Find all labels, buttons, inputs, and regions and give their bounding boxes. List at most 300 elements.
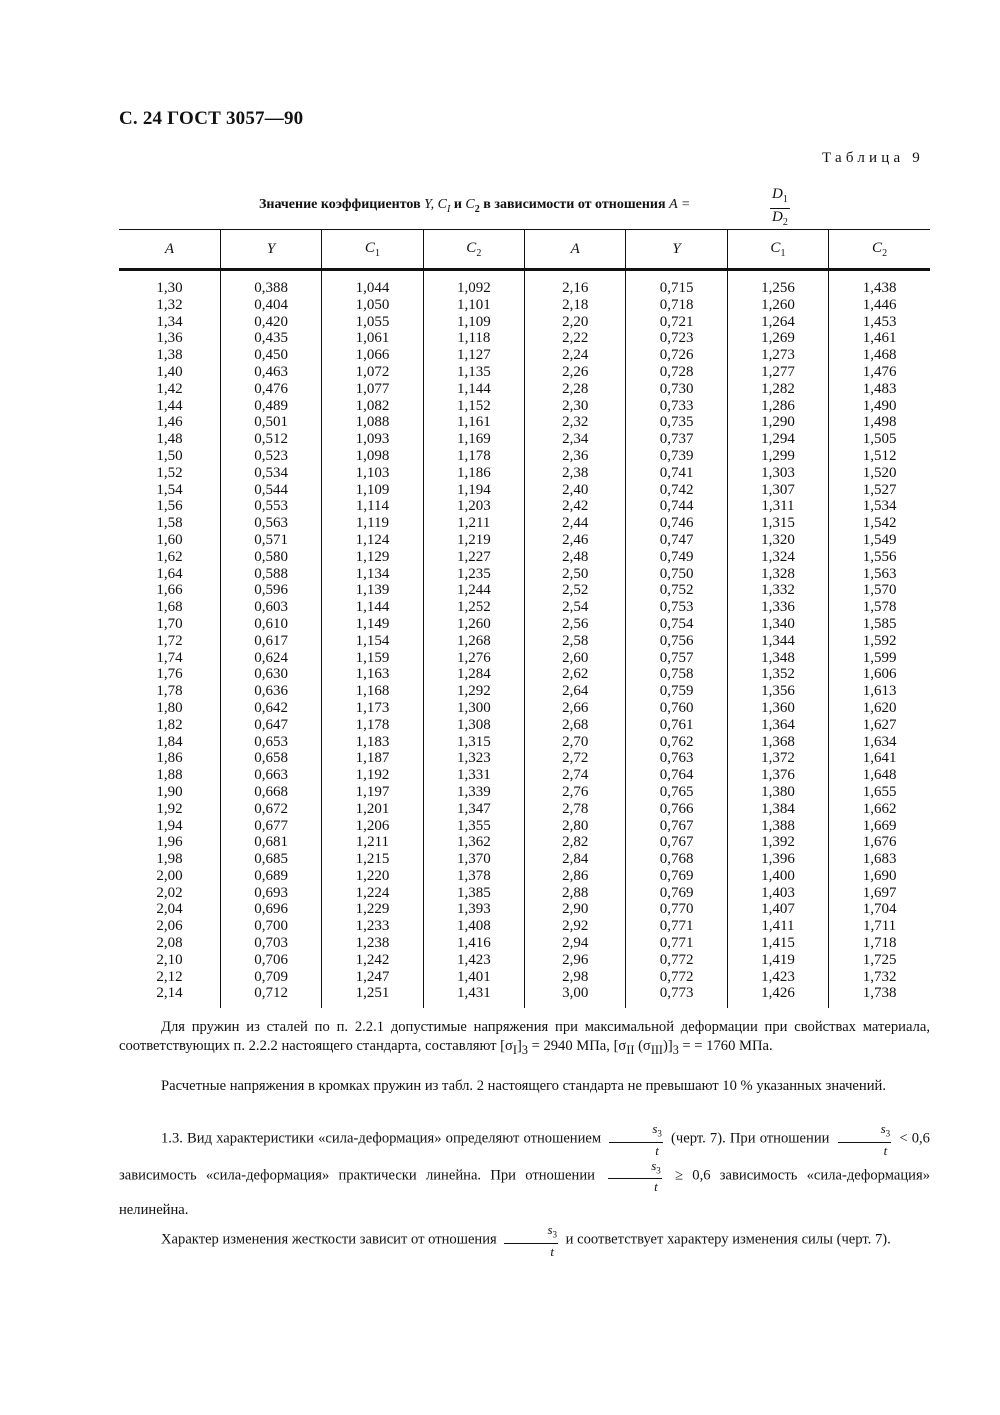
table-cell: 1,446 bbox=[829, 297, 930, 314]
table-cell: 1,219 bbox=[423, 532, 524, 549]
table-cell: 1,159 bbox=[322, 650, 423, 667]
table-cell: 1,187 bbox=[322, 750, 423, 767]
table-cell: 1,303 bbox=[727, 465, 828, 482]
table-row bbox=[119, 767, 930, 784]
table-cell: 2,38 bbox=[525, 465, 626, 482]
spacer-cell bbox=[829, 1002, 930, 1008]
table-cell: 1,505 bbox=[829, 431, 930, 448]
table-cell: 1,201 bbox=[322, 801, 423, 818]
table-cell: 0,728 bbox=[626, 364, 727, 381]
table-cell: 2,52 bbox=[525, 582, 626, 599]
table-cell: 1,308 bbox=[423, 717, 524, 734]
table-cell: 0,630 bbox=[220, 666, 321, 683]
table-cell: 0,767 bbox=[626, 834, 727, 851]
coefficients-table-wrap bbox=[119, 229, 930, 1008]
table-cell: 1,229 bbox=[322, 901, 423, 918]
table-cell: 2,16 bbox=[525, 280, 626, 297]
table-cell: 0,571 bbox=[220, 532, 321, 549]
table-cell: 1,461 bbox=[829, 330, 930, 347]
table-cell: 1,483 bbox=[829, 381, 930, 398]
table-cell: 0,450 bbox=[220, 347, 321, 364]
table-row bbox=[119, 700, 930, 717]
table-cell: 1,114 bbox=[322, 498, 423, 515]
table-cell: 1,32 bbox=[156, 296, 183, 313]
table-cell: 0,753 bbox=[626, 599, 727, 616]
table-cell: 0,610 bbox=[220, 616, 321, 633]
table-cell: 1,077 bbox=[322, 381, 423, 398]
table-cell: 1,355 bbox=[423, 818, 524, 835]
table-cell: 1,30 bbox=[156, 280, 183, 296]
table-title bbox=[259, 186, 819, 228]
table-cell: 1,235 bbox=[423, 566, 524, 583]
table-cell: 1,419 bbox=[727, 952, 828, 969]
table-cell: 1,323 bbox=[423, 750, 524, 767]
table-cell: 1,119 bbox=[322, 515, 423, 532]
table-cell: 0,754 bbox=[626, 616, 727, 633]
table-cell: 1,311 bbox=[727, 498, 828, 515]
table-cell: 1,307 bbox=[727, 482, 828, 499]
table-cell: 1,60 bbox=[156, 531, 183, 548]
table-cell: 2,56 bbox=[525, 616, 626, 633]
table-cell: 1,135 bbox=[423, 364, 524, 381]
table-cell: 1,118 bbox=[423, 330, 524, 347]
paragraph-design-stress: Расчетные напряжения в кромках пружин из табл. 2 настоящего стандарта не превышают 10 % указанных значений. bbox=[161, 1078, 886, 1094]
table-cell: 1,556 bbox=[829, 549, 930, 566]
table-cell: 0,563 bbox=[220, 515, 321, 532]
table-cell: 0,744 bbox=[626, 498, 727, 515]
table-cell: 1,453 bbox=[829, 314, 930, 331]
table-cell: 0,476 bbox=[220, 381, 321, 398]
table-cell: 2,36 bbox=[525, 448, 626, 465]
table-cell: 1,438 bbox=[829, 280, 930, 297]
table-cell: 1,109 bbox=[423, 314, 524, 331]
table-spacer-row bbox=[119, 1002, 930, 1008]
table-cell: 1,372 bbox=[727, 750, 828, 767]
table-cell: 1,352 bbox=[727, 666, 828, 683]
ratio-s3-t: $\frac{s_3}{t}$ bbox=[838, 1121, 892, 1158]
table-cell: 2,86 bbox=[525, 868, 626, 885]
table-cell: 1,247 bbox=[322, 969, 423, 986]
table-cell: 1,290 bbox=[727, 414, 828, 431]
spacer-cell bbox=[727, 1002, 828, 1008]
table-cell: 0,770 bbox=[626, 901, 727, 918]
ratio-s3-t: $\frac{s_3}{t}$ bbox=[504, 1222, 558, 1259]
table-cell: 2,40 bbox=[525, 482, 626, 499]
table-cell: 1,570 bbox=[829, 582, 930, 599]
table-cell: 1,197 bbox=[322, 784, 423, 801]
table-cell: 1,92 bbox=[156, 800, 183, 817]
table-cell: 1,109 bbox=[322, 482, 423, 499]
table-cell: 1,40 bbox=[156, 363, 183, 380]
spacer-cell bbox=[626, 1002, 727, 1008]
table-row bbox=[119, 969, 930, 986]
table-cell: 0,726 bbox=[626, 347, 727, 364]
table-cell: 1,066 bbox=[322, 347, 423, 364]
table-cell: 2,68 bbox=[525, 717, 626, 734]
table-cell: 0,772 bbox=[626, 952, 727, 969]
table-cell: 1,370 bbox=[423, 851, 524, 868]
table-cell: 1,426 bbox=[727, 985, 828, 1002]
table-cell: 1,127 bbox=[423, 347, 524, 364]
table-row bbox=[119, 515, 930, 532]
table-cell: 0,761 bbox=[626, 717, 727, 734]
table-cell: 1,362 bbox=[423, 834, 524, 851]
table-cell: 0,768 bbox=[626, 851, 727, 868]
table-cell: 1,256 bbox=[727, 280, 828, 297]
table-cell: 1,144 bbox=[322, 599, 423, 616]
table-cell: 1,415 bbox=[727, 935, 828, 952]
table-title-text: Значение коэффициентов Y, $C_I$ и $C_2$ в зависимости от отношения A = bbox=[259, 197, 691, 215]
table-cell: 2,12 bbox=[156, 968, 183, 985]
table-cell: 1,163 bbox=[322, 666, 423, 683]
paragraph-allowable-stress: Для пружин из сталей по п. 2.2.1 допустимые напряжения при максимальной деформации при свойствах материала, соответствующих п. 2.2.2 настоящего стандарта, составляют $[\sigma_I]_3 = 2940$ МПа, [$\sigma_{II}$ $(\sigma_{III})]_3$ = = 1760 МПа. bbox=[119, 1019, 930, 1057]
table-cell: 2,14 bbox=[156, 985, 183, 1002]
table-cell: 0,762 bbox=[626, 734, 727, 751]
table-cell: 1,423 bbox=[727, 969, 828, 986]
table-row bbox=[119, 347, 930, 364]
table-header-row bbox=[119, 230, 930, 270]
table-cell: 1,42 bbox=[156, 380, 183, 397]
table-cell: 1,64 bbox=[156, 565, 183, 582]
column-header: Y bbox=[220, 230, 321, 270]
table-row bbox=[119, 818, 930, 835]
table-cell: 1,284 bbox=[423, 666, 524, 683]
table-cell: 1,662 bbox=[829, 801, 930, 818]
spacer-cell bbox=[525, 1002, 626, 1008]
table-cell: 1,74 bbox=[156, 649, 183, 666]
table-cell: 1,268 bbox=[423, 633, 524, 650]
table-cell: 2,26 bbox=[525, 364, 626, 381]
table-cell: 0,696 bbox=[220, 901, 321, 918]
table-cell: 1,252 bbox=[423, 599, 524, 616]
table-cell: 1,260 bbox=[727, 297, 828, 314]
table-cell: 0,658 bbox=[220, 750, 321, 767]
table-cell: 2,48 bbox=[525, 549, 626, 566]
table-cell: 1,224 bbox=[322, 885, 423, 902]
table-cell: 0,742 bbox=[626, 482, 727, 499]
table-row bbox=[119, 717, 930, 734]
table-cell: 1,169 bbox=[423, 431, 524, 448]
table-cell: 1,360 bbox=[727, 700, 828, 717]
column-header: $C_1$ bbox=[727, 230, 828, 270]
table-cell: 2,10 bbox=[156, 951, 183, 968]
table-cell: 1,282 bbox=[727, 381, 828, 398]
table-cell: 1,101 bbox=[423, 297, 524, 314]
table-cell: 0,741 bbox=[626, 465, 727, 482]
table-cell: 1,563 bbox=[829, 566, 930, 583]
table-row bbox=[119, 448, 930, 465]
column-header: Y bbox=[626, 230, 727, 270]
table-row bbox=[119, 532, 930, 549]
table-cell: 0,735 bbox=[626, 414, 727, 431]
table-cell: 1,54 bbox=[156, 481, 183, 498]
table-cell: 1,206 bbox=[322, 818, 423, 835]
table-cell: 3,00 bbox=[525, 985, 626, 1002]
table-cell: 0,501 bbox=[220, 414, 321, 431]
table-cell: 1,273 bbox=[727, 347, 828, 364]
table-cell: 1,96 bbox=[156, 834, 183, 851]
table-cell: 2,58 bbox=[525, 633, 626, 650]
table-cell: 1,498 bbox=[829, 414, 930, 431]
table-cell: 1,340 bbox=[727, 616, 828, 633]
table-cell: 1,66 bbox=[156, 582, 183, 599]
table-cell: 1,578 bbox=[829, 599, 930, 616]
table-cell: 1,264 bbox=[727, 314, 828, 331]
table-cell: 0,677 bbox=[220, 818, 321, 835]
table-cell: 1,098 bbox=[322, 448, 423, 465]
table-cell: 0,672 bbox=[220, 801, 321, 818]
table-cell: 0,752 bbox=[626, 582, 727, 599]
table-cell: 2,04 bbox=[156, 901, 183, 918]
table-cell: 1,62 bbox=[156, 548, 183, 565]
table-row bbox=[119, 381, 930, 398]
table-cell: 0,703 bbox=[220, 935, 321, 952]
table-cell: 1,585 bbox=[829, 616, 930, 633]
table-row bbox=[119, 398, 930, 415]
table-cell: 1,627 bbox=[829, 717, 930, 734]
table-row bbox=[119, 901, 930, 918]
table-cell: 2,32 bbox=[525, 414, 626, 431]
table-cell: 1,260 bbox=[423, 616, 524, 633]
table-row bbox=[119, 851, 930, 868]
table-cell: 2,54 bbox=[525, 599, 626, 616]
table-cell: 1,56 bbox=[156, 498, 183, 515]
table-cell: 1,364 bbox=[727, 717, 828, 734]
table-cell: 0,709 bbox=[220, 969, 321, 986]
table-cell: 2,28 bbox=[525, 381, 626, 398]
table-cell: 0,553 bbox=[220, 498, 321, 515]
table-cell: 1,70 bbox=[156, 615, 183, 632]
table-cell: 2,02 bbox=[156, 884, 183, 901]
table-cell: 1,088 bbox=[322, 414, 423, 431]
table-cell: 1,315 bbox=[727, 515, 828, 532]
table-cell: 1,368 bbox=[727, 734, 828, 751]
spacer-cell bbox=[829, 270, 930, 281]
table-cell: 0,653 bbox=[220, 734, 321, 751]
table-cell: 1,286 bbox=[727, 398, 828, 415]
table-cell: 1,416 bbox=[423, 935, 524, 952]
table-cell: 1,168 bbox=[322, 683, 423, 700]
table-cell: 1,385 bbox=[423, 885, 524, 902]
table-cell: 1,331 bbox=[423, 767, 524, 784]
table-cell: 1,520 bbox=[829, 465, 930, 482]
table-cell: 0,763 bbox=[626, 750, 727, 767]
table-cell: 0,580 bbox=[220, 549, 321, 566]
table-cell: 0,512 bbox=[220, 431, 321, 448]
table-row bbox=[119, 414, 930, 431]
table-cell: 1,542 bbox=[829, 515, 930, 532]
table-cell: 0,603 bbox=[220, 599, 321, 616]
table-cell: 1,336 bbox=[727, 599, 828, 616]
table-row bbox=[119, 683, 930, 700]
table-cell: 1,46 bbox=[156, 414, 183, 431]
table-cell: 0,764 bbox=[626, 767, 727, 784]
page-header: С. 24 ГОСТ 3057—90 bbox=[119, 108, 304, 129]
table-spacer-row bbox=[119, 270, 930, 281]
table-cell: 1,98 bbox=[156, 851, 183, 868]
table-cell: 0,712 bbox=[220, 985, 321, 1002]
table-cell: 0,771 bbox=[626, 918, 727, 935]
table-cell: 1,161 bbox=[423, 414, 524, 431]
table-cell: 1,606 bbox=[829, 666, 930, 683]
table-cell: 1,34 bbox=[156, 313, 183, 330]
table-cell: 1,676 bbox=[829, 834, 930, 851]
table-cell: 1,269 bbox=[727, 330, 828, 347]
table-cell: 2,96 bbox=[525, 952, 626, 969]
table-cell: 2,82 bbox=[525, 834, 626, 851]
table-cell: 2,46 bbox=[525, 532, 626, 549]
table-cell: 0,749 bbox=[626, 549, 727, 566]
table-cell: 1,388 bbox=[727, 818, 828, 835]
table-cell: 0,773 bbox=[626, 985, 727, 1002]
table-cell: 1,393 bbox=[423, 901, 524, 918]
spacer-cell bbox=[220, 1002, 321, 1008]
table-cell: 2,06 bbox=[156, 918, 183, 935]
table-cell: 2,88 bbox=[525, 885, 626, 902]
table-cell: 1,549 bbox=[829, 532, 930, 549]
table-cell: 1,242 bbox=[322, 952, 423, 969]
table-cell: 0,617 bbox=[220, 633, 321, 650]
table-cell: 1,725 bbox=[829, 952, 930, 969]
table-cell: 0,689 bbox=[220, 868, 321, 885]
table-row bbox=[119, 616, 930, 633]
table-cell: 2,94 bbox=[525, 935, 626, 952]
spacer-cell bbox=[220, 270, 321, 281]
table-cell: 0,523 bbox=[220, 448, 321, 465]
table-cell: 1,490 bbox=[829, 398, 930, 415]
table-cell: 0,756 bbox=[626, 633, 727, 650]
table-cell: 2,64 bbox=[525, 683, 626, 700]
table-row bbox=[119, 885, 930, 902]
table-cell: 1,082 bbox=[322, 398, 423, 415]
table-row bbox=[119, 599, 930, 616]
table-cell: 2,34 bbox=[525, 431, 626, 448]
table-cell: 2,84 bbox=[525, 851, 626, 868]
table-cell: 0,700 bbox=[220, 918, 321, 935]
table-cell: 1,244 bbox=[423, 582, 524, 599]
table-cell: 0,463 bbox=[220, 364, 321, 381]
table-row bbox=[119, 985, 930, 1002]
table-row bbox=[119, 633, 930, 650]
spacer-cell bbox=[525, 270, 626, 281]
table-cell: 1,332 bbox=[727, 582, 828, 599]
table-cell: 2,92 bbox=[525, 918, 626, 935]
table-cell: 1,276 bbox=[423, 650, 524, 667]
table-cell: 1,178 bbox=[322, 717, 423, 734]
table-cell: 2,18 bbox=[525, 297, 626, 314]
table-cell: 1,173 bbox=[322, 700, 423, 717]
table-row bbox=[119, 734, 930, 751]
table-cell: 1,683 bbox=[829, 851, 930, 868]
table-cell: 1,324 bbox=[727, 549, 828, 566]
table-cell: 1,592 bbox=[829, 633, 930, 650]
table-cell: 0,588 bbox=[220, 566, 321, 583]
table-cell: 1,476 bbox=[829, 364, 930, 381]
table-row bbox=[119, 834, 930, 851]
table-cell: 1,149 bbox=[322, 616, 423, 633]
table-cell: 1,093 bbox=[322, 431, 423, 448]
table-cell: 1,88 bbox=[156, 767, 183, 784]
table-cell: 1,315 bbox=[423, 734, 524, 751]
table-cell: 2,98 bbox=[525, 969, 626, 986]
table-cell: 0,758 bbox=[626, 666, 727, 683]
table-body bbox=[119, 270, 930, 1009]
table-cell: 1,050 bbox=[322, 297, 423, 314]
table-cell: 1,80 bbox=[156, 699, 183, 716]
table-cell: 1,401 bbox=[423, 969, 524, 986]
column-header: A bbox=[525, 230, 626, 270]
column-header: $C_1$ bbox=[322, 230, 423, 270]
table-cell: 1,704 bbox=[829, 901, 930, 918]
table-cell: 1,233 bbox=[322, 918, 423, 935]
table-cell: 1,641 bbox=[829, 750, 930, 767]
table-cell: 1,86 bbox=[156, 750, 183, 767]
table-cell: 1,211 bbox=[423, 515, 524, 532]
table-row bbox=[119, 297, 930, 314]
table-cell: 1,669 bbox=[829, 818, 930, 835]
table-row bbox=[119, 868, 930, 885]
table-cell: 0,642 bbox=[220, 700, 321, 717]
table-cell: 0,489 bbox=[220, 398, 321, 415]
table-cell: 1,124 bbox=[322, 532, 423, 549]
table-cell: 1,711 bbox=[829, 918, 930, 935]
table-cell: 1,072 bbox=[322, 364, 423, 381]
table-row bbox=[119, 566, 930, 583]
table-row bbox=[119, 498, 930, 515]
table-row bbox=[119, 465, 930, 482]
table-cell: 1,134 bbox=[322, 566, 423, 583]
table-cell: 0,718 bbox=[626, 297, 727, 314]
table-cell: 1,055 bbox=[322, 314, 423, 331]
table-cell: 1,411 bbox=[727, 918, 828, 935]
table-cell: 0,760 bbox=[626, 700, 727, 717]
table-cell: 2,78 bbox=[525, 801, 626, 818]
table-cell: 1,396 bbox=[727, 851, 828, 868]
table-cell: 2,60 bbox=[525, 650, 626, 667]
table-cell: 0,544 bbox=[220, 482, 321, 499]
table-cell: 1,423 bbox=[423, 952, 524, 969]
table-cell: 1,44 bbox=[156, 397, 183, 414]
table-row bbox=[119, 666, 930, 683]
table-cell: 0,750 bbox=[626, 566, 727, 583]
table-cell: 1,718 bbox=[829, 935, 930, 952]
table-row bbox=[119, 280, 930, 297]
table-cell: 2,72 bbox=[525, 750, 626, 767]
table-cell: 1,178 bbox=[423, 448, 524, 465]
table-cell: 1,72 bbox=[156, 632, 183, 649]
table-cell: 2,66 bbox=[525, 700, 626, 717]
table-cell: 0,388 bbox=[220, 280, 321, 297]
spacer-cell bbox=[423, 1002, 524, 1008]
table-cell: 0,737 bbox=[626, 431, 727, 448]
table-cell: 1,384 bbox=[727, 801, 828, 818]
table-row bbox=[119, 549, 930, 566]
table-cell: 0,420 bbox=[220, 314, 321, 331]
table-cell: 1,292 bbox=[423, 683, 524, 700]
table-cell: 1,36 bbox=[156, 330, 183, 347]
spacer-cell bbox=[119, 1002, 220, 1008]
table-cell: 0,747 bbox=[626, 532, 727, 549]
table-cell: 1,238 bbox=[322, 935, 423, 952]
table-cell: 2,44 bbox=[525, 515, 626, 532]
table-cell: 1,392 bbox=[727, 834, 828, 851]
table-cell: 1,356 bbox=[727, 683, 828, 700]
table-cell: 1,378 bbox=[423, 868, 524, 885]
table-cell: 2,08 bbox=[156, 935, 183, 952]
table-cell: 1,732 bbox=[829, 969, 930, 986]
table-cell: 1,613 bbox=[829, 683, 930, 700]
table-cell: 0,706 bbox=[220, 952, 321, 969]
